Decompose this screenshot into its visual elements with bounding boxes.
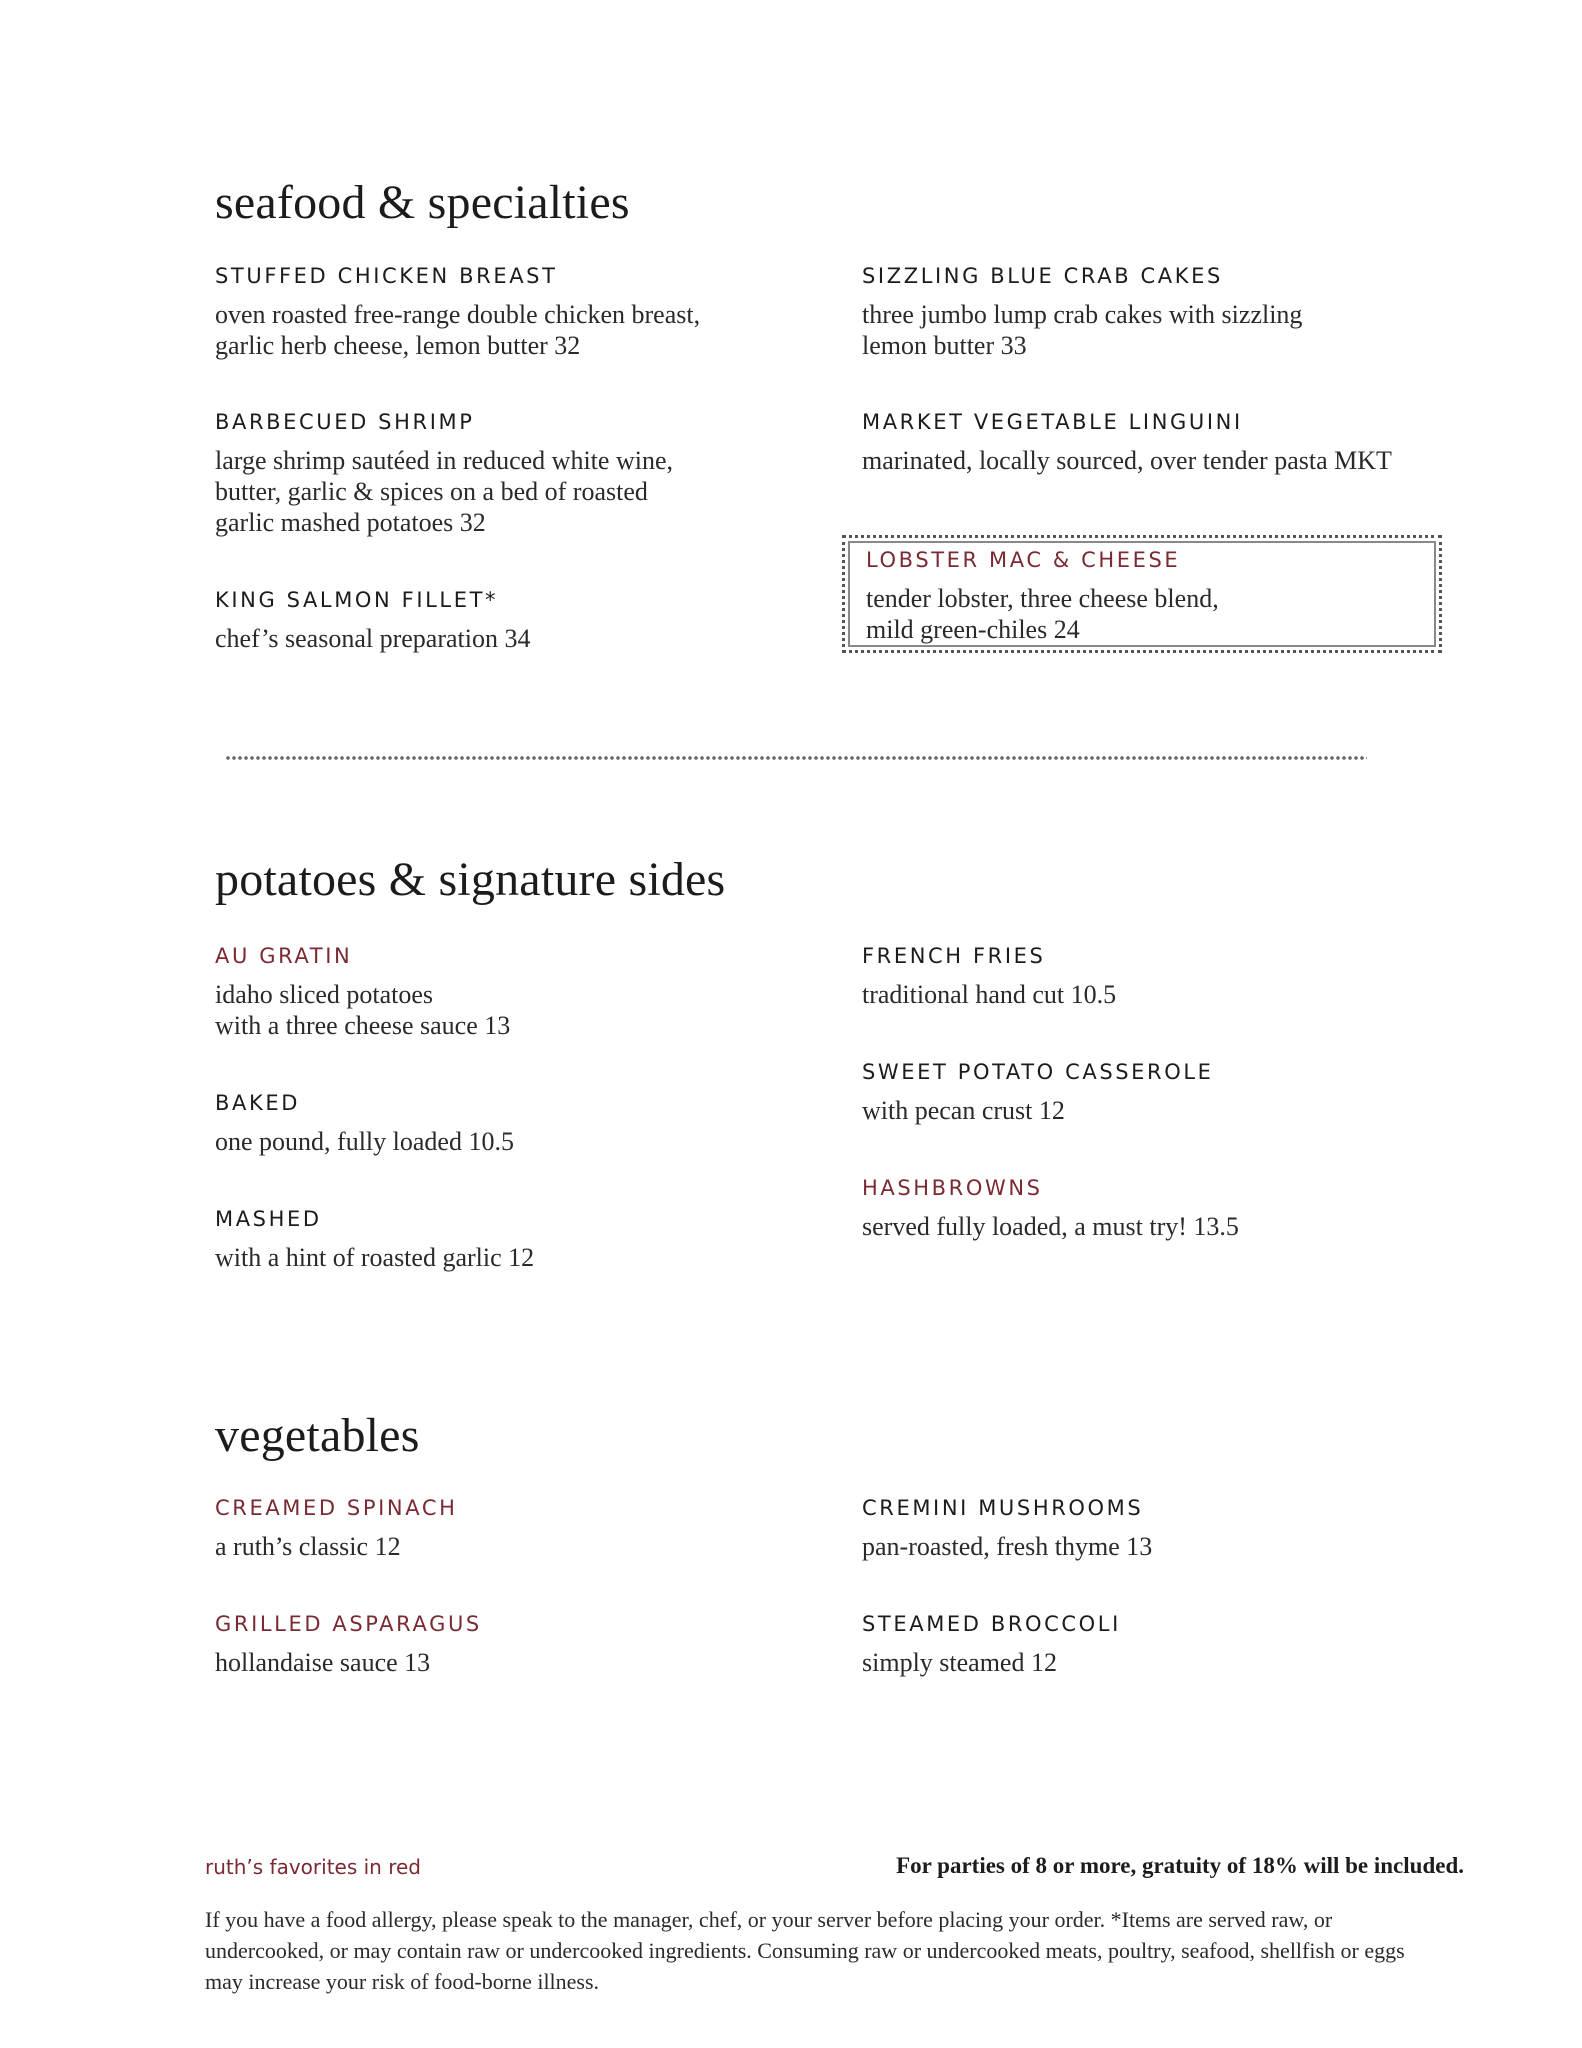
menu-item-sweet-potato-casserole bbox=[862, 1059, 1422, 1126]
item-name: HASHBROWNS bbox=[862, 1176, 1043, 1200]
item-name: CREAMED SPINACH bbox=[215, 1496, 458, 1520]
item-name: AU GRATIN bbox=[215, 944, 353, 968]
item-description: chef’s seasonal preparation 34 bbox=[215, 624, 531, 653]
menu-item-market-vegetable-linguini bbox=[862, 409, 1462, 476]
menu-item-baked bbox=[215, 1090, 775, 1157]
item-name: CREMINI MUSHROOMS bbox=[862, 1496, 1144, 1520]
item-name: KING SALMON FILLET* bbox=[215, 588, 499, 612]
menu-item-barbecued-shrimp bbox=[215, 409, 775, 538]
item-description: idaho sliced potatoes with a three cheese sauce 13 bbox=[215, 980, 511, 1040]
item-description: traditional hand cut 10.5 bbox=[862, 980, 1117, 1009]
menu-item-creamed-spinach bbox=[215, 1495, 775, 1562]
section-divider bbox=[225, 754, 1367, 762]
menu-item-french-fries bbox=[862, 943, 1422, 1010]
item-description: simply steamed 12 bbox=[862, 1648, 1057, 1677]
section-title-vegetables: vegetables bbox=[215, 1409, 420, 1462]
item-name: MASHED bbox=[215, 1207, 322, 1231]
item-name: LOBSTER MAC & CHEESE bbox=[866, 548, 1181, 572]
menu-item-grilled-asparagus bbox=[215, 1611, 775, 1678]
menu-item-steamed-broccoli bbox=[862, 1611, 1422, 1678]
item-name: STUFFED CHICKEN BREAST bbox=[215, 264, 558, 288]
section-title-potatoes: potatoes & signature sides bbox=[215, 853, 726, 906]
menu-item-sizzling-blue-crab-cakes bbox=[862, 263, 1422, 361]
favorites-note: ruth’s favorites in red bbox=[205, 1855, 421, 1879]
item-name: GRILLED ASPARAGUS bbox=[215, 1612, 482, 1636]
section-title-seafood: seafood & specialties bbox=[215, 176, 630, 229]
item-name: BARBECUED SHRIMP bbox=[215, 410, 475, 434]
item-description: a ruth’s classic 12 bbox=[215, 1532, 401, 1561]
item-name: STEAMED BROCCOLI bbox=[862, 1612, 1121, 1636]
item-description: with a hint of roasted garlic 12 bbox=[215, 1243, 535, 1272]
item-description: large shrimp sautéed in reduced white wine, butter, garlic & spices on a bed of roasted garlic mashed potatoes 32 bbox=[215, 446, 673, 537]
menu-item-stuffed-chicken-breast bbox=[215, 263, 775, 361]
gratuity-note: For parties of 8 or more, gratuity of 18% will be included. bbox=[896, 1853, 1464, 1878]
item-name: BAKED bbox=[215, 1091, 300, 1115]
menu-item-au-gratin bbox=[215, 943, 775, 1041]
item-description: three jumbo lump crab cakes with sizzling lemon butter 33 bbox=[862, 300, 1303, 360]
item-description: served fully loaded, a must try! 13.5 bbox=[862, 1212, 1239, 1241]
menu-item-king-salmon-fillet bbox=[215, 587, 775, 654]
item-name: FRENCH FRIES bbox=[862, 944, 1046, 968]
item-name: SWEET POTATO CASSEROLE bbox=[862, 1060, 1214, 1084]
item-description: pan-roasted, fresh thyme 13 bbox=[862, 1532, 1153, 1561]
item-description: with pecan crust 12 bbox=[862, 1096, 1065, 1125]
menu-item-cremini-mushrooms bbox=[862, 1495, 1422, 1562]
item-name: SIZZLING BLUE CRAB CAKES bbox=[862, 264, 1223, 288]
item-description: oven roasted free-range double chicken breast, garlic herb cheese, lemon butter 32 bbox=[215, 300, 701, 360]
item-description: hollandaise sauce 13 bbox=[215, 1648, 431, 1677]
item-description: tender lobster, three cheese blend, mild green-chiles 24 bbox=[866, 584, 1219, 644]
item-description: marinated, locally sourced, over tender pasta MKT bbox=[862, 446, 1392, 475]
menu-item-mashed bbox=[215, 1206, 775, 1273]
menu-item-lobster-mac-and-cheese bbox=[866, 547, 1426, 645]
menu-item-hashbrowns bbox=[862, 1175, 1422, 1242]
allergy-disclaimer: If you have a food allergy, please speak to the manager, chef, or your server before placing your order. *Items are served raw, or undercooked, or may contain raw or undercooked ingredients. Consuming raw or undercooked meats, poultry, seafood, shellfish or eggs may increase your risk of food-borne illness. bbox=[205, 1907, 1405, 1994]
item-name: MARKET VEGETABLE LINGUINI bbox=[862, 410, 1243, 434]
item-description: one pound, fully loaded 10.5 bbox=[215, 1127, 514, 1156]
